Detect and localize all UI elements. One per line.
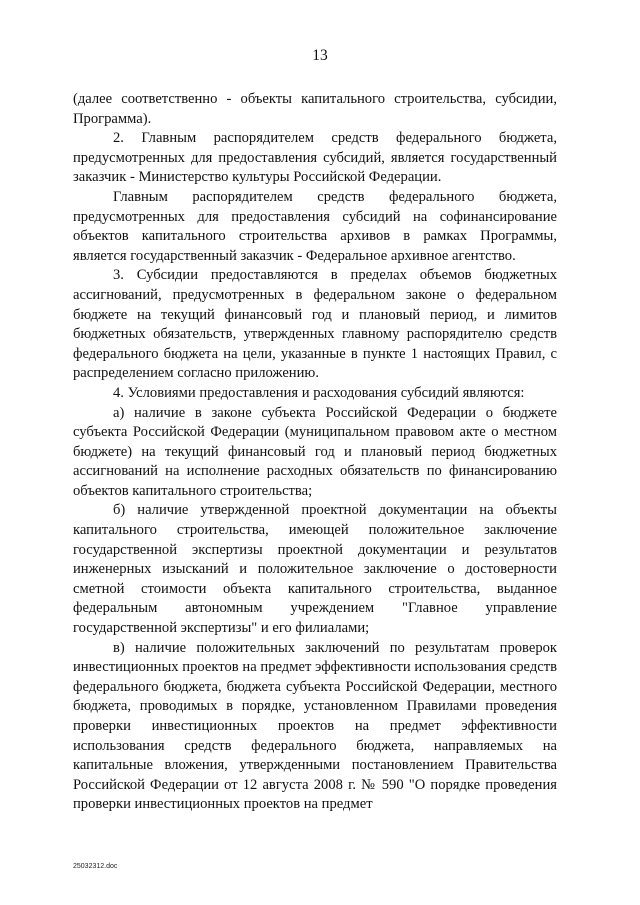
paragraph-2-archives: Главным распорядителем средств федерального бюджета, предусмотренных для предоставления субсидий на софинансирование объектов капитального строительства архивов в рамках Программы, является государственный заказчик - Федеральное архивное агентство. bbox=[73, 188, 557, 264]
paragraph-4a: а) наличие в законе субъекта Российской Федерации о бюджете субъекта Российской Федерации (муниципальном правовом акте о местном бюджете) на текущий финансовый год и плановый период бюджетных ассигнований на исполнение расходных обязательств по финансированию объектов капитального строительства; bbox=[73, 404, 557, 499]
body-text bbox=[73, 90, 557, 815]
paragraph-intro-continuation: (далее соответственно - объекты капитального строительства, субсидии, Программа). bbox=[73, 91, 557, 127]
paragraph-4: 4. Условиями предоставления и расходования субсидий являются: bbox=[113, 384, 525, 401]
footer-filename: 25032312.doc bbox=[73, 863, 118, 870]
page-number: 13 bbox=[312, 47, 328, 64]
paragraph-4b: б) наличие утвержденной проектной документации на объекты капитального строительства, имеющей положительное заключение государственной экспертизы проектной документации и результатов инженерных изысканий и положительное заключение о достоверности сметной стоимости объекта капитального строительства, выданное федеральным автономным учреждением "Главное управление государственной экспертизы" и его филиалами; bbox=[73, 502, 557, 637]
paragraph-2: 2. Главным распорядителем средств федерального бюджета, предусмотренных для предоставления субсидий, является государственный заказчик - Министерство культуры Российской Федерации. bbox=[73, 130, 557, 186]
paragraph-3: 3. Субсидии предоставляются в пределах объемов бюджетных ассигнований, предусмотренных в федеральном законе о федеральном бюджете на текущий финансовый год и плановый период, и лимитов бюджетных обязательств, утвержденных главному распорядителю средств федерального бюджета на цели, указанные в пункте 1 настоящих Правил, с распределением согласно приложению. bbox=[73, 267, 557, 382]
paragraph-4c: в) наличие положительных заключений по результатам проверок инвестиционных проектов на предмет эффективности использования средств федерального бюджета, бюджета субъекта Российской Федерации, местного бюджета, проводимых в порядке, установленном Правилами проведения проверки инвестиционных проектов на предмет эффективности использования средств федерального бюджета, направляемых на капитальные вложения, утвержденными постановлением Правительства Российской Федерации от 12 августа 2008 г. № 590 "О порядке проведения проверки инвестиционных проектов на предмет bbox=[73, 639, 557, 813]
